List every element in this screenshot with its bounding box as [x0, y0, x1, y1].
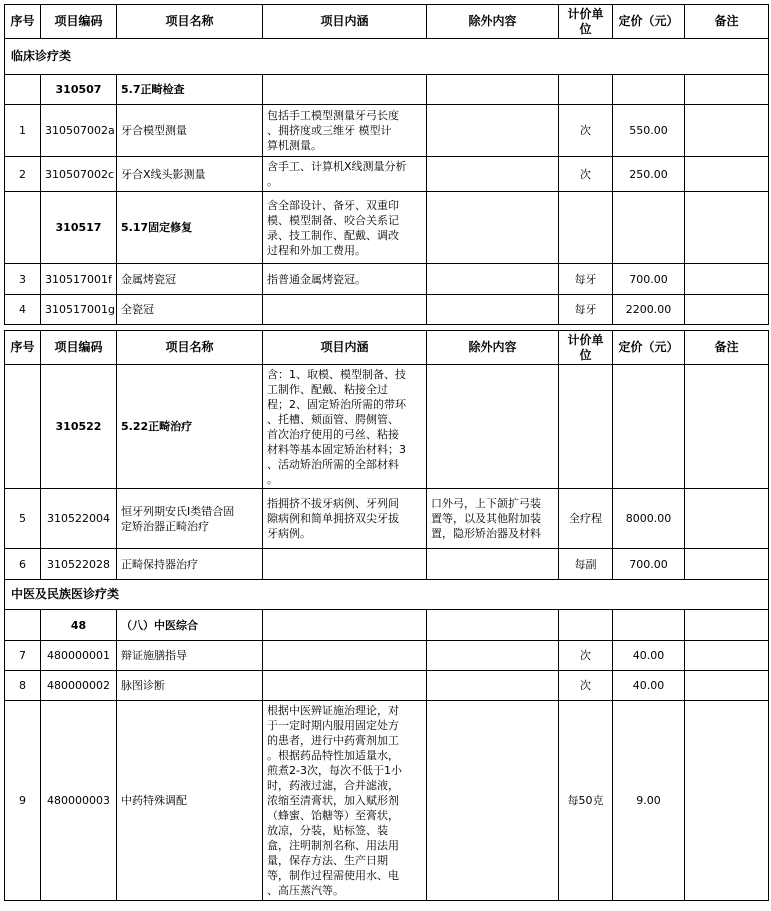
cell-content — [263, 549, 427, 580]
cell-name: 全瓷冠 — [117, 295, 263, 325]
cell-name: 牙合模型测量 — [117, 105, 263, 157]
table-row — [5, 264, 769, 295]
table-header-row — [5, 331, 769, 365]
cell-remarks — [685, 295, 769, 325]
cell-seq — [5, 192, 41, 264]
cell-unit: 每牙 — [559, 295, 613, 325]
cell-seq: 2 — [5, 157, 41, 192]
cell-price: 250.00 — [613, 157, 685, 192]
cell-content — [263, 295, 427, 325]
section-row — [5, 39, 769, 75]
cell-unit: 次 — [559, 641, 613, 671]
header-seq: 序号 — [5, 5, 41, 39]
table-row — [5, 365, 769, 489]
header-code: 项目编码 — [41, 5, 117, 39]
cell-price: 9.00 — [613, 701, 685, 901]
cell-remarks — [685, 264, 769, 295]
cell-unit: 全疗程 — [559, 489, 613, 549]
cell-unit — [559, 365, 613, 489]
cell-unit — [559, 192, 613, 264]
cell-price: 2200.00 — [613, 295, 685, 325]
cell-code: 310522 — [41, 365, 117, 489]
cell-name: 5.17固定修复 — [117, 192, 263, 264]
cell-excluded — [427, 671, 559, 701]
header-price: 定价（元） — [613, 5, 685, 39]
cell-name: （八）中医综合 — [117, 610, 263, 641]
cell-excluded — [427, 75, 559, 105]
cell-excluded — [427, 264, 559, 295]
cell-name: 中药特殊调配 — [117, 701, 263, 901]
table-row — [5, 549, 769, 580]
cell-excluded — [427, 549, 559, 580]
section-row — [5, 580, 769, 610]
cell-seq: 1 — [5, 105, 41, 157]
table-row — [5, 192, 769, 264]
cell-remarks — [685, 105, 769, 157]
cell-price: 40.00 — [613, 641, 685, 671]
table-row — [5, 641, 769, 671]
cell-content — [263, 641, 427, 671]
table-row — [5, 489, 769, 549]
cell-excluded — [427, 610, 559, 641]
cell-seq: 9 — [5, 701, 41, 901]
cell-name: 正畸保持器治疗 — [117, 549, 263, 580]
table-row — [5, 671, 769, 701]
cell-remarks — [685, 157, 769, 192]
cell-name: 5.7正畸检查 — [117, 75, 263, 105]
cell-remarks — [685, 701, 769, 901]
header-unit: 计价单位 — [559, 5, 613, 39]
cell-seq: 6 — [5, 549, 41, 580]
table-row — [5, 105, 769, 157]
cell-remarks — [685, 489, 769, 549]
header-unit: 计价单位 — [559, 331, 613, 365]
table-row — [5, 157, 769, 192]
cell-excluded — [427, 365, 559, 489]
cell-price: 700.00 — [613, 549, 685, 580]
header-seq: 序号 — [5, 331, 41, 365]
cell-unit: 次 — [559, 671, 613, 701]
cell-name: 恒牙列期安氏Ⅰ类错合固 定矫治器正畸治疗 — [117, 489, 263, 549]
cell-content: 指普通金属烤瓷冠。 — [263, 264, 427, 295]
header-excluded: 除外内容 — [427, 5, 559, 39]
header-price: 定价（元） — [613, 331, 685, 365]
cell-seq — [5, 365, 41, 489]
section-title: 临床诊疗类 — [5, 39, 769, 75]
cell-content: 指拥挤不拔牙病例、牙列间 隙病例和简单拥挤双尖牙拔 牙病例。 — [263, 489, 427, 549]
cell-unit: 每副 — [559, 549, 613, 580]
cell-excluded — [427, 295, 559, 325]
cell-content: 含全部设计、备牙、双重印 模、模型制备、咬合关系记 录、技工制作、配戴、调改 过程和外加工费用。 — [263, 192, 427, 264]
cell-name: 5.22正畸治疗 — [117, 365, 263, 489]
cell-excluded: 口外弓，上下颌扩弓装 置等，以及其他附加装 置，隐形矫治器及材料 — [427, 489, 559, 549]
table-row — [5, 610, 769, 641]
price-table-1 — [4, 4, 769, 325]
cell-price: 700.00 — [613, 264, 685, 295]
cell-seq: 4 — [5, 295, 41, 325]
cell-content: 含：1、取模、模型制备、技 工制作、配戴、粘接全过 程；2、固定矫治所需的带环 、托槽、颊面管、腭侧管、 首次治疗使用的弓丝、粘接 材料等基本固定矫治材料；3 、活动矫治所需的全部材料 。 — [263, 365, 427, 489]
table-row — [5, 701, 769, 901]
cell-remarks — [685, 549, 769, 580]
price-table-2 — [4, 330, 769, 901]
cell-price — [613, 610, 685, 641]
cell-content: 含手工、计算机X线测量分析 。 — [263, 157, 427, 192]
header-excluded: 除外内容 — [427, 331, 559, 365]
cell-price — [613, 75, 685, 105]
table-row — [5, 295, 769, 325]
cell-excluded — [427, 157, 559, 192]
cell-price: 40.00 — [613, 671, 685, 701]
cell-name: 牙合X线头影测量 — [117, 157, 263, 192]
table-header-row — [5, 5, 769, 39]
cell-content: 包括手工模型测量牙弓长度 、拥挤度或三维牙 模型计 算机测量。 — [263, 105, 427, 157]
cell-code: 310517001g — [41, 295, 117, 325]
cell-excluded — [427, 192, 559, 264]
cell-remarks — [685, 671, 769, 701]
cell-price — [613, 192, 685, 264]
header-content: 项目内涵 — [263, 331, 427, 365]
table-row — [5, 75, 769, 105]
cell-seq: 5 — [5, 489, 41, 549]
cell-content — [263, 671, 427, 701]
cell-unit — [559, 610, 613, 641]
cell-remarks — [685, 641, 769, 671]
cell-unit: 次 — [559, 157, 613, 192]
cell-remarks — [685, 610, 769, 641]
header-name: 项目名称 — [117, 5, 263, 39]
cell-seq — [5, 75, 41, 105]
header-name: 项目名称 — [117, 331, 263, 365]
cell-unit: 每50克 — [559, 701, 613, 901]
cell-code: 480000002 — [41, 671, 117, 701]
cell-unit: 次 — [559, 105, 613, 157]
cell-price: 550.00 — [613, 105, 685, 157]
cell-remarks — [685, 365, 769, 489]
cell-code: 310507 — [41, 75, 117, 105]
header-code: 项目编码 — [41, 331, 117, 365]
section-title: 中医及民族医诊疗类 — [5, 580, 769, 610]
cell-name: 脉图诊断 — [117, 671, 263, 701]
cell-excluded — [427, 701, 559, 901]
cell-content — [263, 75, 427, 105]
cell-excluded — [427, 105, 559, 157]
cell-code: 310517 — [41, 192, 117, 264]
header-remarks: 备注 — [685, 331, 769, 365]
cell-seq: 8 — [5, 671, 41, 701]
cell-unit — [559, 75, 613, 105]
cell-code: 480000001 — [41, 641, 117, 671]
cell-remarks — [685, 192, 769, 264]
cell-code: 310517001f — [41, 264, 117, 295]
cell-name: 金属烤瓷冠 — [117, 264, 263, 295]
cell-seq — [5, 610, 41, 641]
cell-price: 8000.00 — [613, 489, 685, 549]
cell-unit: 每牙 — [559, 264, 613, 295]
cell-code: 48 — [41, 610, 117, 641]
cell-code: 310507002c — [41, 157, 117, 192]
cell-code: 480000003 — [41, 701, 117, 901]
cell-content: 根据中医辨证施治理论，对 于一定时期内服用固定处方 的患者，进行中药膏剂加工 。根据药品特性加适量水， 煎煮2-3次，每次不低于1小 时，药液过滤，合并滤液， 浓缩至清膏状，加入赋形剂 （蜂蜜、饴糖等）至膏状， 放凉，分装，贴标签、装 盒，注明制剂名称、用法用 量，保存方法、生产日期 等，制作过程需使用水、电 、高压蒸汽等。 — [263, 701, 427, 901]
cell-code: 310522004 — [41, 489, 117, 549]
cell-excluded — [427, 641, 559, 671]
cell-code: 310522028 — [41, 549, 117, 580]
cell-price — [613, 365, 685, 489]
cell-seq: 7 — [5, 641, 41, 671]
cell-remarks — [685, 75, 769, 105]
cell-content — [263, 610, 427, 641]
header-remarks: 备注 — [685, 5, 769, 39]
cell-seq: 3 — [5, 264, 41, 295]
cell-code: 310507002a — [41, 105, 117, 157]
cell-name: 辩证施膳指导 — [117, 641, 263, 671]
header-content: 项目内涵 — [263, 5, 427, 39]
